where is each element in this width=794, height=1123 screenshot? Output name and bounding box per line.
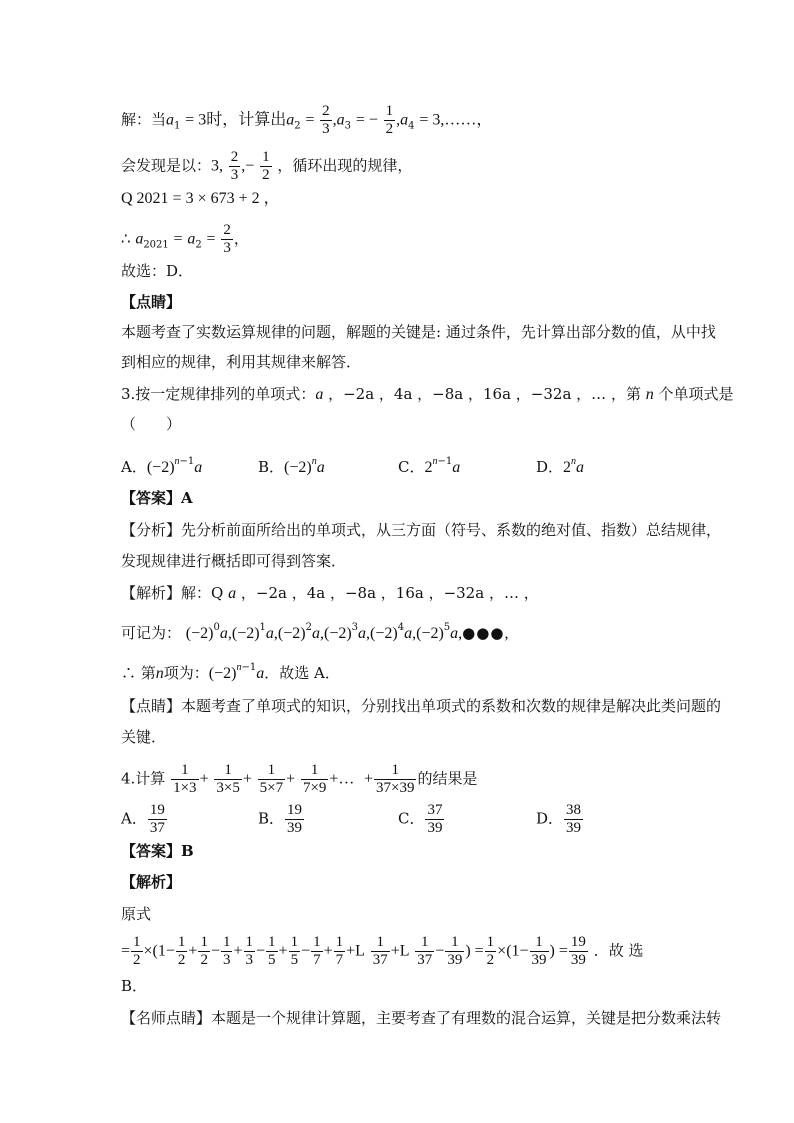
option-4d: D． $\frac{38}{39}$ [536, 802, 582, 836]
option-b: B．$(-2)^na$ [258, 456, 325, 476]
question-3-stem: 3.按一定规律排列的单项式：a ，−2a ，4a ，−8a ，16a ，−32a ，… ，第 n 个单项式是 [121, 385, 734, 403]
mingshi-line: 【名师点睛】本题是一个规律计算题，主要考查了有理数的混合运算，关键是把分数乘法转 [121, 1009, 722, 1027]
b-selected: B． [121, 977, 148, 995]
comment-line-1: 本题考查了实数运算规律的问题，解题的关键是: 通过条件，先计算出部分数的值，从中找 [121, 323, 716, 341]
option-4a: A． $\frac{19}{37}$ [121, 802, 165, 836]
answer-3: 【答案】A [121, 489, 193, 507]
option-d: D．2$^n$a [536, 456, 585, 476]
comment-line-2: 到相应的规律，利用其规律来解答． [121, 353, 362, 371]
question-3-paren: （ ） [121, 415, 182, 433]
question-4-stem: 4.计算 $\frac{1}{1\times 3}$ + $\frac{1}{3\times 5}$ + $\frac{1}{5\times 7}$ + $\frac{1}{7\times 9}$ +… + $\frac{1}{37\times 39}$ 的结果是 [121, 762, 478, 796]
option-c: C．$2^{n-1}a$ [398, 456, 461, 476]
fraction: $\frac{2}{3}$ [223, 222, 231, 256]
calculation-line: = $\frac{1}{2}$ ×(1− $\frac{1}{2}$ + $\frac{1}{2}$ − $\frac{1}{3}$ + $\frac{1}{3}$ − $\frac{1}{5}$ + $\frac{1}{5}$ − $\frac{1}{7}$ + $\frac{1}{7}$ +L $\frac{1}{37}$ +L $\frac{1}{37}$ − $\frac{1}{39}$ ) = $\frac{1}{2}$ ×(1− $\frac{1}{39}$ ) = $\frac{19}{39}$ ．故 选 [121, 934, 644, 968]
answer-4: 【答案】B [121, 842, 194, 860]
fraction: $\frac{1}{2}$ [385, 103, 394, 137]
yuanshi-label: 原式 [121, 905, 152, 923]
solution-line-1: 解：当$a_1 = 3$时，计算出$a_2$ = $\frac{2}{3}$ $,a_3$ = − $\frac{1}{2}$ $,a_4$ = 3,……， [121, 103, 493, 137]
answer-choice: 故选：D． [121, 262, 194, 280]
analysis-line-1: 【分析】先分析前面所给出的单项式，从三方面（符号、系数的绝对值、指数）总结规律， [121, 521, 722, 539]
fraction: $\frac{1}{2}$ [262, 149, 270, 183]
solution-line-3: Q 2021 = 3 × 673 + 2 ， [121, 190, 280, 207]
solution-line-4: ∴ $a_{2021} = a_2$ = $\frac{2}{3}$ ， [121, 222, 249, 256]
option-4b: B． $\frac{19}{39}$ [258, 802, 303, 836]
fraction: $\frac{2}{3}$ [322, 103, 330, 137]
fraction: $\frac{2}{3}$ [230, 149, 239, 183]
solution-line-2: 会发现是以：3, $\frac{2}{3}$ ,− $\frac{1}{2}$ ，循环出现的规律， [121, 149, 413, 183]
jiexi-4-heading: 【解析】 [121, 873, 182, 891]
conclusion-line: ∴ 第n项为：$(-2)^{n-1}a$．故选 A． [121, 662, 340, 682]
dianjing-heading: 【点睛】 [121, 293, 182, 311]
option-4c: C． $\frac{37}{39}$ [398, 802, 443, 836]
dianjing-3-line-2: 关键． [121, 728, 167, 746]
analysis-line-2: 发现规律进行概括即可得到答案． [121, 552, 347, 570]
jiexi-line: 【解析】解：Q a ，−2a ，4a ，−8a ，16a ，−32a ，… ， [121, 584, 539, 602]
option-a: A．$(-2)^{n-1}a$ [121, 456, 203, 476]
rewrite-line: 可记为： $(-2)^0a,(-2)^1a,(-2)^2a,(-2)^3a,(-2)^4a,(-2)^5a,●●●$, [121, 622, 509, 642]
dianjing-3-line-1: 【点睛】本题考查了单项式的知识，分别找出单项式的系数和次数的规律是解决此类问题的 [121, 697, 722, 715]
